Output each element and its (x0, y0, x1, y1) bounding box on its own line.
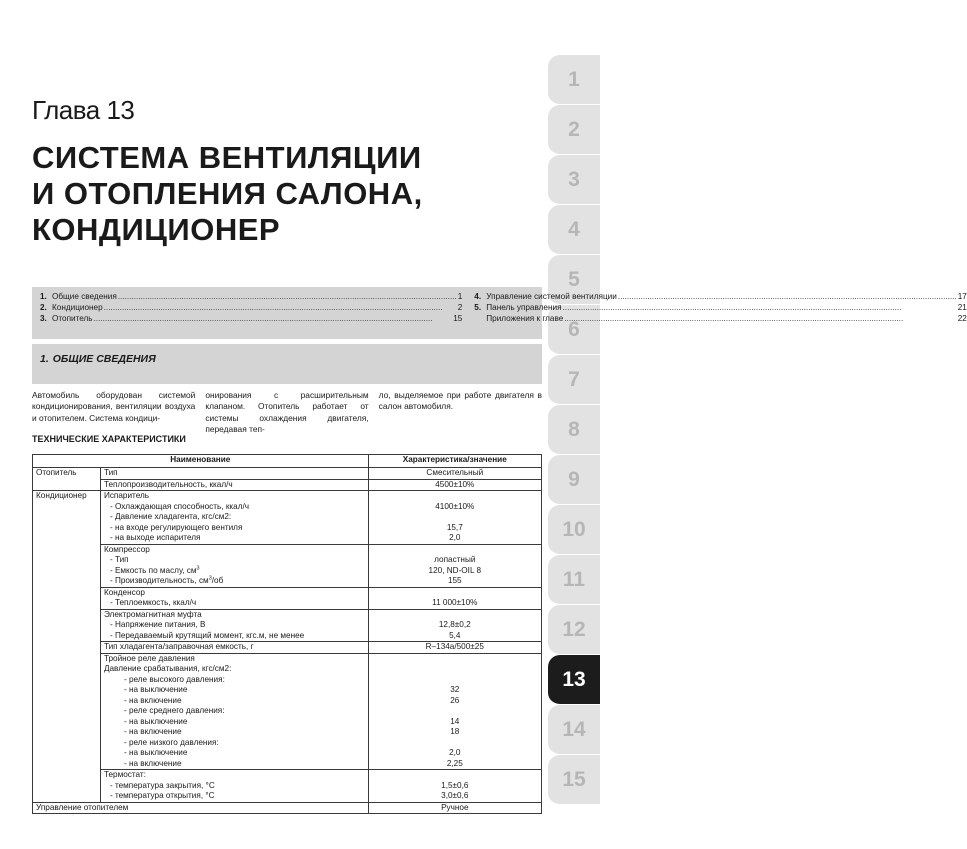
param-line: Конденсор (103, 587, 145, 597)
param-name: Теплопроизводительность, ккал/ч (100, 479, 368, 491)
value-line (372, 654, 538, 665)
toc-leader (94, 314, 453, 323)
title-line: КОНДИЦИОНЕР (32, 212, 281, 247)
toc-page: 2 (457, 303, 463, 312)
param-line: Компрессор (103, 544, 150, 554)
chapter-tab-5[interactable]: 5 (548, 255, 600, 305)
toc-label: Отопитель (52, 314, 93, 323)
toc-item[interactable] (474, 303, 967, 314)
param-line: Испаритель (103, 491, 150, 500)
param-name (100, 770, 368, 803)
chapter-tab-3[interactable]: 3 (548, 155, 600, 205)
param-line: - на выключение (123, 748, 188, 757)
param-line: - Передаваемый крутящий момент, кгс.м, не менее (109, 630, 305, 640)
table-row (33, 479, 542, 491)
param-line: - на выключение (123, 685, 188, 694)
toc-page: 21 (957, 303, 967, 312)
toc-page: 1 (457, 292, 463, 301)
param-value: R–134а/500±25 (368, 642, 541, 654)
param-line-text: - Емкость по маслу, см (109, 565, 197, 575)
param-line: Электромагнитная муфта (103, 609, 202, 619)
value-line: 1,5±0,6 (441, 780, 469, 790)
param-line: - температура открытия, °С (109, 791, 215, 800)
chapter-tab-1[interactable]: 1 (548, 55, 600, 105)
table-of-contents (32, 287, 967, 339)
value-line: 120, ND-OIL 8 (428, 565, 482, 575)
param-value: Смесительный (368, 468, 541, 480)
table-row (33, 544, 542, 587)
param-name (100, 544, 368, 587)
chapter-tab-13[interactable]: 13 (548, 655, 600, 705)
toc-num: 3. (40, 314, 47, 323)
param-line: - на включение (123, 727, 182, 736)
section-title: ОБЩИЕ СВЕДЕНИЯ (52, 353, 156, 365)
param-line: - на включение (123, 758, 182, 768)
param-name (100, 491, 368, 545)
value-line (372, 545, 538, 556)
table-row (33, 491, 542, 545)
value-line: 155 (447, 576, 462, 585)
param-line: - Производительность, $см^3/об$ (109, 575, 224, 585)
param-value: 4500±10% (368, 479, 541, 491)
param-value (368, 770, 541, 803)
toc-item[interactable] (40, 292, 462, 303)
group-label: Отопитель (33, 468, 101, 491)
param-line: - температура закрытия, °С (109, 780, 215, 790)
param-line: Термостат: (103, 770, 146, 779)
toc-item[interactable] (40, 303, 462, 314)
toc-page: 15 (453, 314, 463, 323)
header-value: Характеристика/значение (368, 455, 541, 468)
param-line: - на включение (123, 695, 182, 705)
chapter-tab-7[interactable]: 7 (548, 355, 600, 405)
table-row (33, 653, 542, 770)
section-heading (32, 344, 542, 384)
toc-leader (104, 303, 457, 312)
value-line: 14 (450, 716, 460, 726)
toc-item[interactable] (40, 314, 462, 325)
chapter-tab-9[interactable]: 9 (548, 455, 600, 505)
table-row (33, 770, 542, 803)
value-line (372, 610, 538, 621)
chapter-tabs (548, 55, 600, 805)
param-line: Давление срабатывания, кгс/см2: (103, 664, 232, 673)
superscript: 3 (208, 575, 212, 582)
value-line: 26 (450, 695, 460, 705)
toc-num: 2. (40, 303, 47, 312)
toc-leader (563, 303, 957, 312)
value-line: 5,4 (449, 630, 461, 640)
intro-column: Автомобиль оборудован системой кондиционирования, вентиляции воздуха и отопителем. Система кондици- (32, 390, 196, 423)
chapter-tab-12[interactable]: 12 (548, 605, 600, 655)
toc-label: Панель управления (486, 303, 562, 312)
param-name: Управление отопителем (33, 802, 369, 814)
intro-column: ло, выделяемое при работе двигателя в салон автомобиля. (378, 390, 542, 412)
value-line (372, 706, 538, 717)
intro-text (32, 390, 542, 435)
toc-item[interactable] (474, 314, 967, 325)
param-value (368, 653, 541, 770)
value-line: 3,0±0,6 (441, 791, 469, 800)
param-name (100, 653, 368, 770)
param-name: Тип хладагента/заправочная емкость, г (100, 642, 368, 654)
param-line: - на входе регулирующего вентиля (109, 522, 243, 532)
toc-page: 22 (957, 314, 967, 323)
value-line: 2,25 (446, 758, 463, 768)
param-name: Тип (100, 468, 368, 480)
value-line: 11 000±10% (432, 598, 478, 607)
param-line (104, 566, 365, 577)
chapter-tab-6[interactable]: 6 (548, 305, 600, 355)
specs-table (32, 454, 542, 814)
chapter-tab-11[interactable]: 11 (548, 555, 600, 605)
param-line: - Охлаждающая способность, ккал/ч (109, 501, 250, 511)
toc-label: Приложения к главе (486, 314, 564, 323)
param-value (368, 587, 541, 609)
table-row (33, 587, 542, 609)
value-line (372, 738, 538, 749)
param-line: - Давление хладагента, кгс/см2: (109, 512, 232, 521)
table-row (33, 609, 542, 642)
value-line: лопастный (434, 555, 476, 564)
title-line: СИСТЕМА ВЕНТИЛЯЦИИ (32, 140, 422, 175)
value-line (372, 512, 538, 523)
table-row (33, 468, 542, 480)
value-line (372, 491, 538, 502)
group-label: Кондиционер (33, 491, 101, 803)
value-line: 2,0 (449, 533, 461, 542)
header-name: Наименование (33, 455, 369, 468)
value-line: 18 (450, 727, 460, 736)
toc-label: Кондиционер (52, 303, 103, 312)
chapter-label: Глава 13 (32, 95, 135, 125)
value-line (372, 664, 538, 675)
toc-label: Общие сведения (52, 292, 117, 301)
param-name (100, 587, 368, 609)
param-line: - реле среднего давления: (123, 706, 225, 715)
value-line: 32 (450, 685, 460, 694)
toc-item[interactable] (474, 292, 967, 303)
toc-num: 4. (474, 292, 482, 301)
value-line (372, 588, 538, 599)
param-name (100, 609, 368, 642)
toc-leader (564, 314, 956, 323)
toc-num: 1. (40, 292, 47, 301)
param-value (368, 544, 541, 587)
page-title (32, 140, 512, 248)
value-line: 15,7 (446, 522, 463, 532)
toc-column-left (40, 292, 462, 339)
toc-label: Управление системой вентиляции (486, 292, 617, 301)
section-number: 1. (40, 353, 49, 365)
value-line (372, 675, 538, 686)
value-line: 4100±10% (435, 501, 475, 511)
param-line: - реле высокого давления: (123, 674, 225, 684)
param-line: - Тип (109, 555, 129, 564)
param-line: Тройное реле давления (103, 653, 195, 663)
toc-leader (118, 292, 457, 301)
chapter-tab-14[interactable]: 14 (548, 705, 600, 755)
value-line: 2,0 (449, 748, 461, 757)
param-line: - реле низкого давления: (123, 737, 219, 747)
specs-heading: ТЕХНИЧЕСКИЕ ХАРАКТЕРИСТИКИ (32, 434, 186, 444)
table-row (33, 642, 542, 654)
intro-column: онирования с расширительным клапаном. Отопитель работает от системы охлаждения двигателя, передавая теп- (205, 390, 369, 434)
param-line: - на выходе испарителя (109, 533, 201, 542)
value-line: 12,8±0,2 (438, 620, 471, 629)
chapter-tab-15[interactable]: 15 (548, 755, 600, 805)
param-line: - на выключение (123, 716, 188, 726)
table-header-row (33, 455, 542, 468)
superscript: 3 (196, 564, 200, 571)
toc-column-right (474, 292, 967, 339)
toc-num: 5. (474, 303, 482, 312)
chapter-tab-2[interactable]: 2 (548, 105, 600, 155)
param-value (368, 609, 541, 642)
chapter-tab-8[interactable]: 8 (548, 405, 600, 455)
value-line (372, 770, 538, 781)
param-line: - Напряжение питания, В (109, 620, 206, 629)
param-value (368, 491, 541, 545)
table-row (33, 802, 542, 814)
toc-page: 17 (957, 292, 967, 301)
chapter-tab-4[interactable]: 4 (548, 205, 600, 255)
param-value: Ручное (368, 802, 541, 814)
title-line: И ОТОПЛЕНИЯ САЛОНА, (32, 176, 423, 211)
param-line: - Теплоемкость, ккал/ч (109, 598, 197, 607)
toc-leader (618, 292, 957, 301)
chapter-tab-10[interactable]: 10 (548, 505, 600, 555)
